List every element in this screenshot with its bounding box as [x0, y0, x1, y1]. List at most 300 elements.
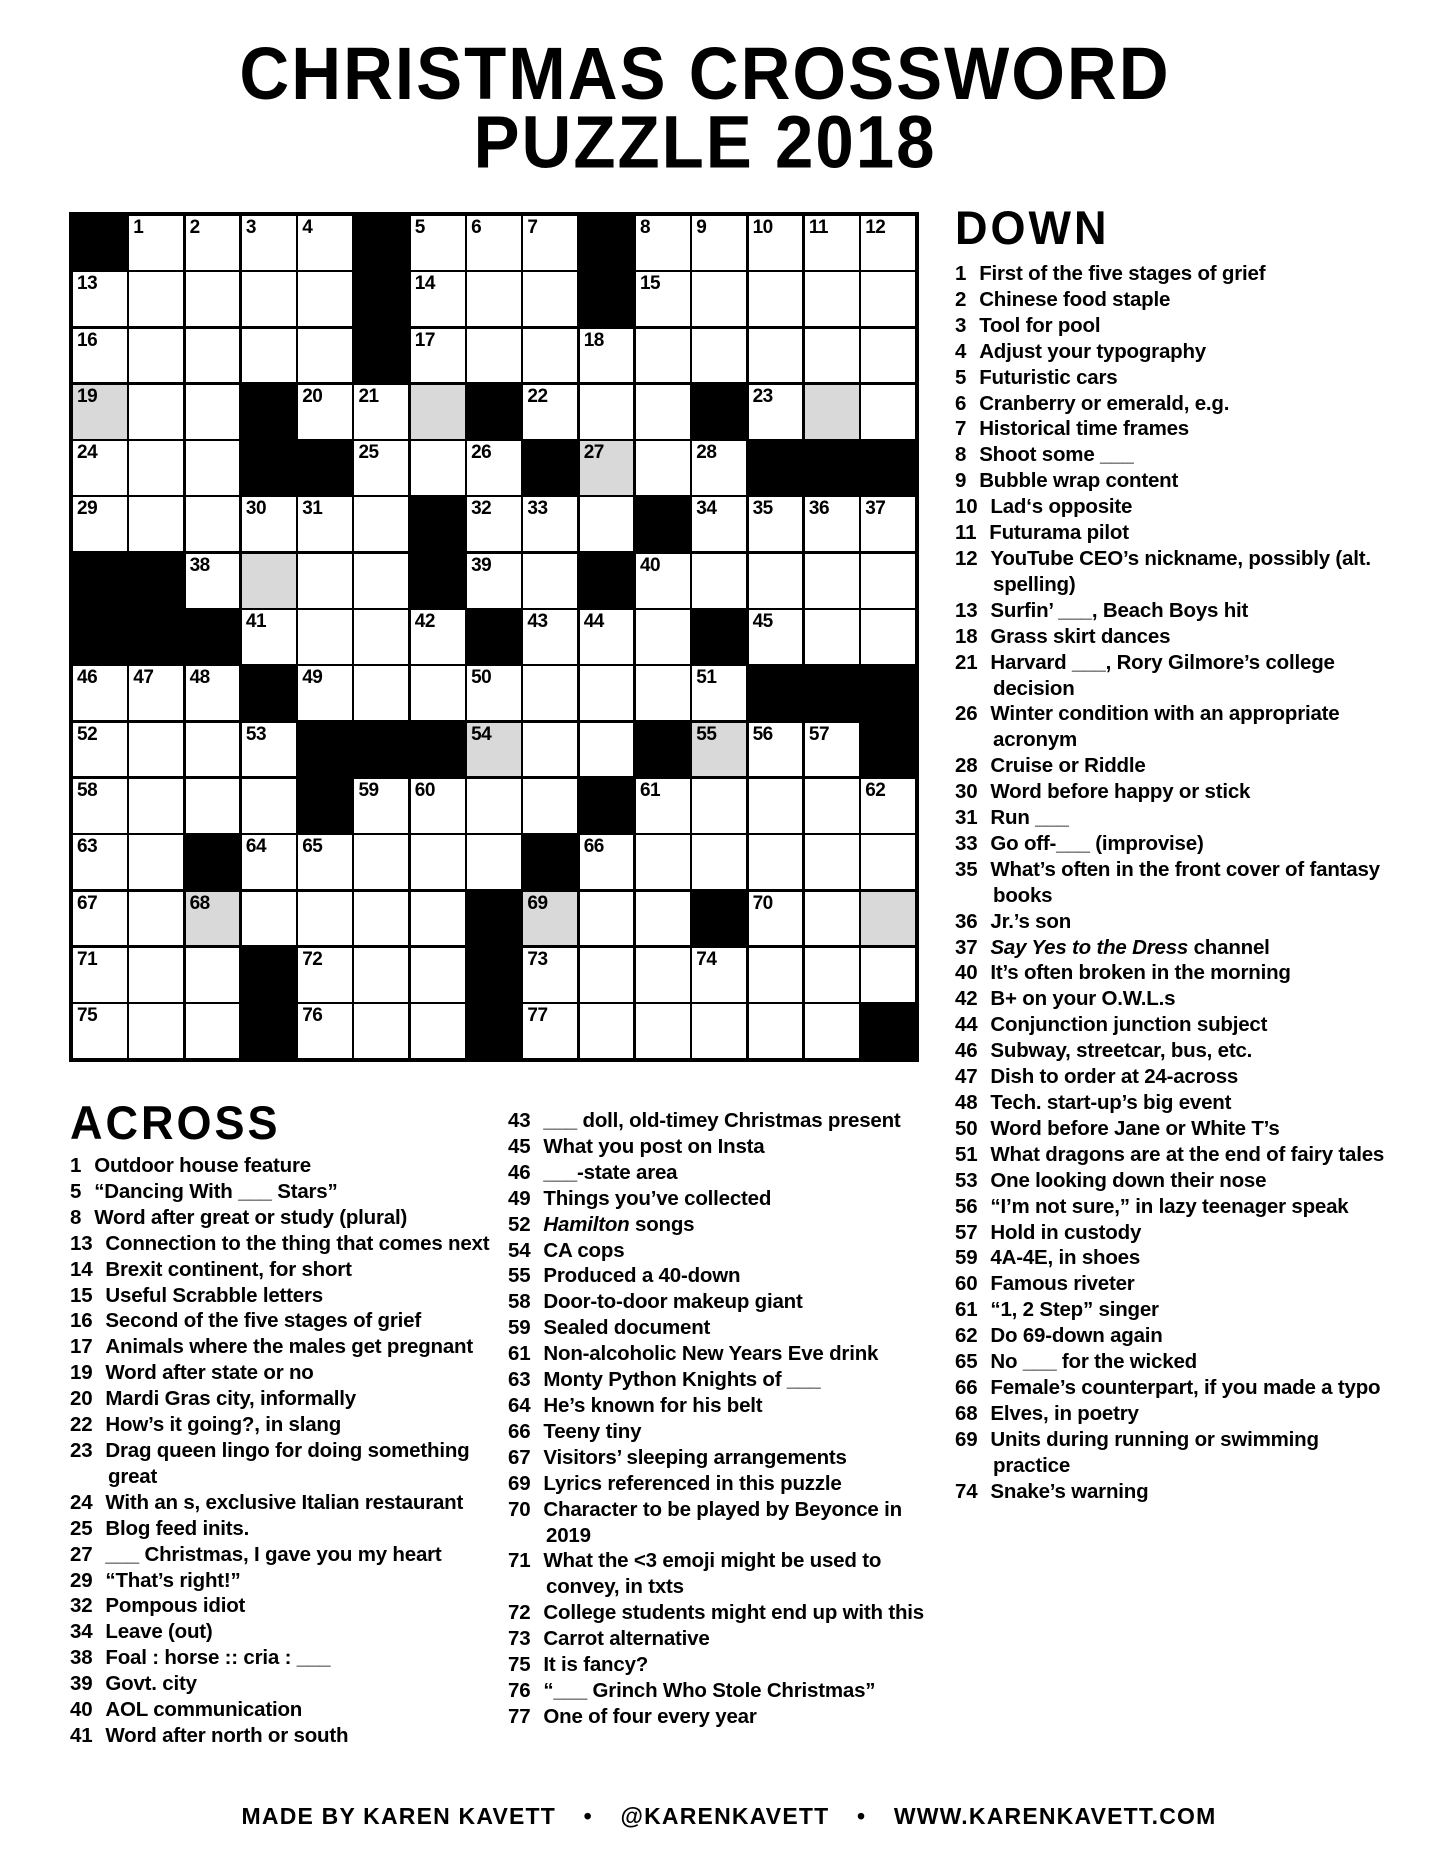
grid-cell[interactable]	[129, 723, 183, 777]
grid-cell[interactable]	[73, 272, 127, 326]
grid-cell[interactable]	[523, 385, 577, 439]
grid-cell[interactable]	[73, 835, 127, 889]
grid-cell[interactable]	[129, 1004, 183, 1058]
cell-number: 68	[189, 892, 210, 914]
grid-cell[interactable]	[242, 835, 296, 889]
grid-cell[interactable]	[805, 723, 859, 777]
grid-cell[interactable]	[805, 1004, 859, 1058]
cell-number: 40	[639, 554, 661, 576]
grid-cell	[298, 723, 352, 777]
clue: 33 Go off-___ (improvise)	[955, 831, 1204, 855]
clue: 6 Cranberry or emerald, e.g.	[955, 391, 1230, 415]
clue-number: 26	[955, 702, 978, 726]
cell-number: 24	[77, 442, 98, 464]
grid-cell[interactable]	[354, 385, 408, 439]
clue-number: 1	[955, 262, 967, 285]
grid-cell[interactable]	[186, 723, 240, 777]
grid-cell[interactable]	[692, 554, 746, 608]
grid-cell[interactable]	[73, 892, 127, 946]
cell-number: 42	[414, 611, 435, 633]
grid-cell[interactable]	[411, 835, 465, 889]
grid-cell[interactable]	[523, 1004, 577, 1058]
clue-number: 66	[955, 1375, 978, 1399]
clue-number: 5	[955, 365, 967, 389]
grid-cell[interactable]	[580, 329, 634, 383]
grid-cell[interactable]	[636, 835, 690, 889]
grid-cell[interactable]	[298, 554, 352, 608]
title-line-1: CHRISTMAS CROSSWORD	[239, 32, 1171, 115]
grid-cell[interactable]	[805, 497, 859, 551]
grid-cell[interactable]	[298, 892, 352, 946]
grid-cell[interactable]	[523, 892, 577, 946]
grid-cell[interactable]	[692, 835, 746, 889]
grid-cell[interactable]	[692, 1004, 746, 1058]
grid-cell[interactable]	[186, 329, 240, 383]
grid-cell[interactable]	[861, 779, 915, 833]
cell-number: 69	[527, 892, 548, 914]
clue: 5 “Dancing With ___ Stars”	[70, 1179, 338, 1203]
grid-cell[interactable]	[129, 497, 183, 551]
footer-website: WWW.KARENKAVETT.COM	[893, 1803, 1217, 1829]
grid-cell[interactable]	[636, 385, 690, 439]
grid-cell[interactable]	[749, 835, 803, 889]
grid-cell	[354, 329, 408, 383]
grid-cell[interactable]	[298, 329, 352, 383]
grid-cell[interactable]	[411, 666, 465, 720]
clue: 58 Door-to-door makeup giant	[508, 1290, 803, 1314]
grid-cell[interactable]	[129, 666, 183, 720]
grid-cell[interactable]	[805, 779, 859, 833]
grid-cell[interactable]	[523, 666, 577, 720]
grid-cell[interactable]	[805, 216, 859, 270]
across-clues-middle	[508, 1108, 940, 1730]
grid-cell[interactable]	[186, 272, 240, 326]
grid-cell	[636, 723, 690, 777]
grid-cell	[692, 892, 746, 946]
clue-number: 68	[955, 1401, 978, 1425]
clue: 28 Cruise or Riddle	[955, 754, 1146, 778]
grid-cell	[186, 610, 240, 664]
clue: 66 Teeny tiny	[508, 1419, 642, 1443]
grid-cell	[580, 216, 634, 270]
clue: 41 Word after north or south	[70, 1723, 349, 1747]
grid-cell[interactable]	[298, 835, 352, 889]
grid-cell	[411, 497, 465, 551]
grid-cell[interactable]	[636, 948, 690, 1002]
clue-number: 28	[955, 754, 978, 778]
grid-cell[interactable]	[186, 892, 240, 946]
grid-cell[interactable]	[411, 948, 465, 1002]
grid-cell	[692, 610, 746, 664]
grid-cell[interactable]	[580, 666, 634, 720]
grid-cell[interactable]	[749, 554, 803, 608]
grid-cell[interactable]	[861, 892, 915, 946]
clue-number: 64	[508, 1393, 531, 1417]
clue-number: 23	[70, 1438, 93, 1462]
grid-cell[interactable]	[73, 441, 127, 495]
grid-cell[interactable]	[749, 385, 803, 439]
grid-cell[interactable]	[354, 554, 408, 608]
grid-cell[interactable]	[411, 441, 465, 495]
grid-cell[interactable]	[354, 497, 408, 551]
clue-number: 32	[70, 1594, 93, 1618]
title-line-2: PUZZLE 2018	[473, 100, 937, 184]
grid-cell[interactable]	[692, 497, 746, 551]
grid-cell[interactable]	[805, 554, 859, 608]
grid-cell	[749, 441, 803, 495]
clue: 68 Elves, in poetry	[955, 1401, 1139, 1425]
bullet-separator: •	[583, 1803, 593, 1829]
clue: 53 One looking down their nose	[955, 1168, 1267, 1192]
clue-number: 74	[955, 1479, 978, 1503]
grid-cell[interactable]	[636, 610, 690, 664]
grid-cell	[73, 610, 127, 664]
clue: 21 Harvard ___, Rory Gilmore’s college decision	[955, 650, 1335, 700]
grid-cell[interactable]	[242, 216, 296, 270]
grid-cell[interactable]	[298, 216, 352, 270]
clue-number: 3	[955, 313, 967, 337]
grid-cell[interactable]	[636, 216, 690, 270]
grid-cell[interactable]	[467, 779, 521, 833]
cell-number: 20	[302, 385, 323, 407]
grid-cell	[636, 497, 690, 551]
grid-cell[interactable]	[692, 779, 746, 833]
clue-number: 15	[70, 1283, 93, 1307]
grid-cell[interactable]	[73, 385, 127, 439]
cell-number: 3	[245, 217, 256, 238]
clue-number: 9	[955, 469, 967, 493]
clue: 12 YouTube CEO’s nickname, possibly (alt. spelling)	[955, 546, 1371, 596]
grid-cell[interactable]	[580, 835, 634, 889]
across-header: ACROSS	[70, 1095, 281, 1150]
cell-number: 18	[583, 329, 604, 351]
cell-number: 56	[752, 723, 773, 745]
grid-cell[interactable]	[298, 272, 352, 326]
clue-number: 33	[955, 831, 978, 855]
grid-cell[interactable]	[129, 892, 183, 946]
grid-cell[interactable]	[242, 723, 296, 777]
grid-cell[interactable]	[354, 892, 408, 946]
grid-cell[interactable]	[861, 385, 915, 439]
grid-cell[interactable]	[411, 779, 465, 833]
grid-cell[interactable]	[186, 441, 240, 495]
grid-cell[interactable]	[805, 272, 859, 326]
grid-cell[interactable]	[411, 272, 465, 326]
grid-cell[interactable]	[692, 329, 746, 383]
grid-cell[interactable]	[73, 948, 127, 1002]
grid-cell[interactable]	[298, 610, 352, 664]
cell-number: 52	[77, 723, 98, 745]
grid-cell[interactable]	[242, 272, 296, 326]
grid-cell[interactable]	[186, 554, 240, 608]
clue: 10 Lad‘s opposite	[955, 495, 1133, 519]
grid-cell[interactable]	[523, 948, 577, 1002]
cell-number: 21	[358, 385, 379, 407]
grid-cell[interactable]	[298, 948, 352, 1002]
grid-cell[interactable]	[73, 666, 127, 720]
grid-cell[interactable]	[242, 554, 296, 608]
grid-cell[interactable]	[186, 216, 240, 270]
grid-cell[interactable]	[861, 329, 915, 383]
grid-cell[interactable]	[692, 272, 746, 326]
clue: 9 Bubble wrap content	[955, 469, 1179, 493]
grid-cell[interactable]	[354, 1004, 408, 1058]
grid-cell[interactable]	[73, 329, 127, 383]
grid-cell[interactable]	[298, 385, 352, 439]
cell-number: 13	[77, 273, 98, 295]
grid-cell[interactable]	[467, 835, 521, 889]
grid-cell[interactable]	[523, 779, 577, 833]
clue-number: 76	[508, 1678, 531, 1702]
clue-number: 37	[955, 935, 978, 959]
clue-number: 20	[70, 1387, 93, 1411]
grid-cell[interactable]	[242, 610, 296, 664]
grid-cell[interactable]	[636, 779, 690, 833]
grid-cell[interactable]	[298, 1004, 352, 1058]
grid-cell[interactable]	[467, 723, 521, 777]
cell-number: 25	[358, 442, 379, 464]
grid-cell[interactable]	[861, 497, 915, 551]
grid-cell[interactable]	[467, 554, 521, 608]
grid-cell[interactable]	[805, 892, 859, 946]
cell-number: 63	[77, 836, 98, 858]
grid-cell[interactable]	[580, 948, 634, 1002]
grid-cell[interactable]	[186, 779, 240, 833]
grid-cell[interactable]	[467, 329, 521, 383]
grid-cell[interactable]	[186, 497, 240, 551]
clue: 7 Historical time frames	[955, 417, 1190, 441]
clue-number: 43	[508, 1109, 531, 1132]
cell-number: 70	[752, 892, 773, 914]
clue-number: 39	[70, 1672, 93, 1696]
grid-cell[interactable]	[129, 385, 183, 439]
grid-cell[interactable]	[749, 948, 803, 1002]
grid-cell[interactable]	[749, 723, 803, 777]
cell-number: 34	[696, 498, 717, 520]
grid-cell[interactable]	[580, 441, 634, 495]
grid-cell[interactable]	[692, 723, 746, 777]
grid-cell[interactable]	[636, 892, 690, 946]
clue: 50 Word before Jane or White T’s	[955, 1116, 1280, 1140]
grid-cell[interactable]	[636, 329, 690, 383]
grid-cell[interactable]	[805, 610, 859, 664]
grid-cell[interactable]	[354, 666, 408, 720]
grid-cell[interactable]	[636, 441, 690, 495]
clue: 47 Dish to order at 24-across	[955, 1065, 1239, 1089]
grid-cell[interactable]	[242, 892, 296, 946]
clue-number: 63	[508, 1368, 531, 1392]
grid-cell[interactable]	[467, 272, 521, 326]
grid-cell[interactable]	[749, 610, 803, 664]
grid-cell[interactable]	[523, 329, 577, 383]
grid-cell[interactable]	[411, 1004, 465, 1058]
clue-number: 77	[508, 1704, 531, 1728]
clue: 30 Word before happy or stick	[955, 780, 1251, 804]
clue: 63 Monty Python Knights of ___	[508, 1368, 821, 1392]
grid-cell[interactable]	[805, 948, 859, 1002]
grid-cell[interactable]	[298, 666, 352, 720]
grid-cell[interactable]	[692, 666, 746, 720]
grid-cell[interactable]	[749, 892, 803, 946]
grid-cell[interactable]	[129, 779, 183, 833]
grid-cell[interactable]	[523, 497, 577, 551]
cell-number: 31	[302, 498, 323, 520]
clue-number: 13	[955, 598, 978, 622]
grid-cell[interactable]	[354, 441, 408, 495]
grid-cell	[129, 610, 183, 664]
grid-cell[interactable]	[73, 1004, 127, 1058]
clue: 4 Adjust your typography	[955, 339, 1207, 363]
grid-cell[interactable]	[411, 610, 465, 664]
clue: 38 Foal : horse :: cria : ___	[70, 1646, 331, 1670]
clue: 5 Futuristic cars	[955, 365, 1118, 389]
grid-cell[interactable]	[242, 779, 296, 833]
clue: 8 Word after great or study (plural)	[70, 1205, 408, 1229]
cell-number: 74	[696, 948, 717, 970]
clue: 1 Outdoor house feature	[70, 1154, 311, 1177]
grid-cell[interactable]	[580, 497, 634, 551]
grid-cell[interactable]	[805, 835, 859, 889]
grid-cell[interactable]	[354, 948, 408, 1002]
grid-cell[interactable]	[636, 666, 690, 720]
grid-cell[interactable]	[749, 497, 803, 551]
clue-number: 54	[508, 1238, 531, 1262]
grid-cell[interactable]	[242, 329, 296, 383]
clue-number: 49	[508, 1186, 531, 1210]
grid-cell[interactable]	[692, 441, 746, 495]
grid-cell[interactable]	[523, 554, 577, 608]
grid-cell	[129, 554, 183, 608]
grid-cell[interactable]	[861, 948, 915, 1002]
grid-cell[interactable]	[129, 272, 183, 326]
clue-number: 65	[955, 1350, 978, 1374]
cell-number: 2	[189, 217, 200, 238]
clue-number: 8	[70, 1205, 82, 1229]
grid-cell[interactable]	[805, 329, 859, 383]
grid-cell[interactable]	[580, 1004, 634, 1058]
grid-cell[interactable]	[129, 216, 183, 270]
cell-number: 77	[527, 1005, 548, 1027]
clue: 51 What dragons are at the end of fairy tales	[955, 1142, 1385, 1166]
clue-number: 69	[508, 1471, 531, 1495]
grid-cell[interactable]	[636, 1004, 690, 1058]
cell-number: 16	[77, 329, 98, 351]
grid-cell[interactable]	[580, 385, 634, 439]
clue-number: 30	[955, 780, 978, 804]
grid-cell[interactable]	[186, 385, 240, 439]
grid-cell[interactable]	[467, 666, 521, 720]
grid-cell[interactable]	[129, 948, 183, 1002]
grid-cell	[186, 835, 240, 889]
clue: 76 “___ Grinch Who Stole Christmas”	[508, 1678, 876, 1702]
clue-number: 8	[955, 443, 967, 467]
grid-cell[interactable]	[467, 216, 521, 270]
clue-number: 53	[955, 1168, 978, 1192]
clue: 25 Blog feed inits.	[70, 1516, 250, 1540]
cell-number: 12	[865, 217, 886, 238]
cell-number: 9	[696, 217, 707, 238]
grid-cell[interactable]	[129, 441, 183, 495]
grid-cell[interactable]	[580, 892, 634, 946]
cell-number: 4	[302, 217, 313, 238]
grid-cell[interactable]	[186, 666, 240, 720]
cell-number: 65	[302, 836, 323, 858]
grid-cell[interactable]	[861, 554, 915, 608]
clue-number: 61	[955, 1298, 978, 1322]
grid-cell[interactable]	[411, 385, 465, 439]
clue: 11 Futurama pilot	[955, 521, 1129, 545]
grid-cell[interactable]	[749, 272, 803, 326]
grid-cell[interactable]	[805, 385, 859, 439]
grid-cell[interactable]	[692, 216, 746, 270]
clue-number: 51	[955, 1142, 978, 1166]
grid-cell[interactable]	[467, 497, 521, 551]
grid-cell[interactable]	[186, 948, 240, 1002]
clue-number: 59	[955, 1246, 978, 1270]
cell-number: 30	[245, 498, 267, 520]
grid-cell[interactable]	[411, 216, 465, 270]
clue: 46 Subway, streetcar, bus, etc.	[955, 1039, 1253, 1063]
grid-cell[interactable]	[580, 610, 634, 664]
clue-number: 45	[508, 1134, 531, 1158]
bullet-separator: •	[856, 1803, 867, 1829]
grid-cell[interactable]	[411, 892, 465, 946]
grid-cell[interactable]	[186, 1004, 240, 1058]
grid-cell[interactable]	[354, 779, 408, 833]
grid-cell[interactable]	[749, 216, 803, 270]
grid-cell[interactable]	[861, 272, 915, 326]
grid-cell[interactable]	[861, 610, 915, 664]
grid-cell[interactable]	[242, 497, 296, 551]
grid-cell	[354, 272, 408, 326]
cell-number: 17	[414, 329, 435, 351]
grid-cell[interactable]	[749, 1004, 803, 1058]
down-clues	[955, 261, 1397, 1505]
clue-number: 18	[955, 624, 978, 648]
grid-cell[interactable]	[523, 610, 577, 664]
grid-cell[interactable]	[354, 610, 408, 664]
grid-cell[interactable]	[523, 723, 577, 777]
grid-cell[interactable]	[636, 554, 690, 608]
clue: 62 Do 69-down again	[955, 1324, 1163, 1348]
grid-cell[interactable]	[523, 216, 577, 270]
grid-cell[interactable]	[467, 441, 521, 495]
grid-cell[interactable]	[129, 329, 183, 383]
clue-number: 47	[955, 1065, 978, 1089]
grid-cell[interactable]	[298, 497, 352, 551]
crossword-grid	[69, 212, 919, 1062]
grid-cell[interactable]	[749, 329, 803, 383]
grid-cell[interactable]	[73, 723, 127, 777]
grid-cell[interactable]	[73, 497, 127, 551]
grid-cell[interactable]	[861, 835, 915, 889]
grid-cell	[580, 554, 634, 608]
clue: 3 Tool for pool	[955, 313, 1101, 337]
grid-cell[interactable]	[411, 329, 465, 383]
grid-cell[interactable]	[861, 216, 915, 270]
grid-cell[interactable]	[523, 272, 577, 326]
clue-number: 41	[70, 1723, 93, 1747]
grid-cell[interactable]	[636, 272, 690, 326]
grid-cell[interactable]	[129, 835, 183, 889]
grid-cell[interactable]	[749, 779, 803, 833]
grid-cell	[242, 948, 296, 1002]
grid-cell[interactable]	[692, 948, 746, 1002]
grid-cell[interactable]	[580, 723, 634, 777]
grid-cell[interactable]	[73, 779, 127, 833]
down-section	[955, 200, 1397, 1505]
grid-cell[interactable]	[354, 835, 408, 889]
